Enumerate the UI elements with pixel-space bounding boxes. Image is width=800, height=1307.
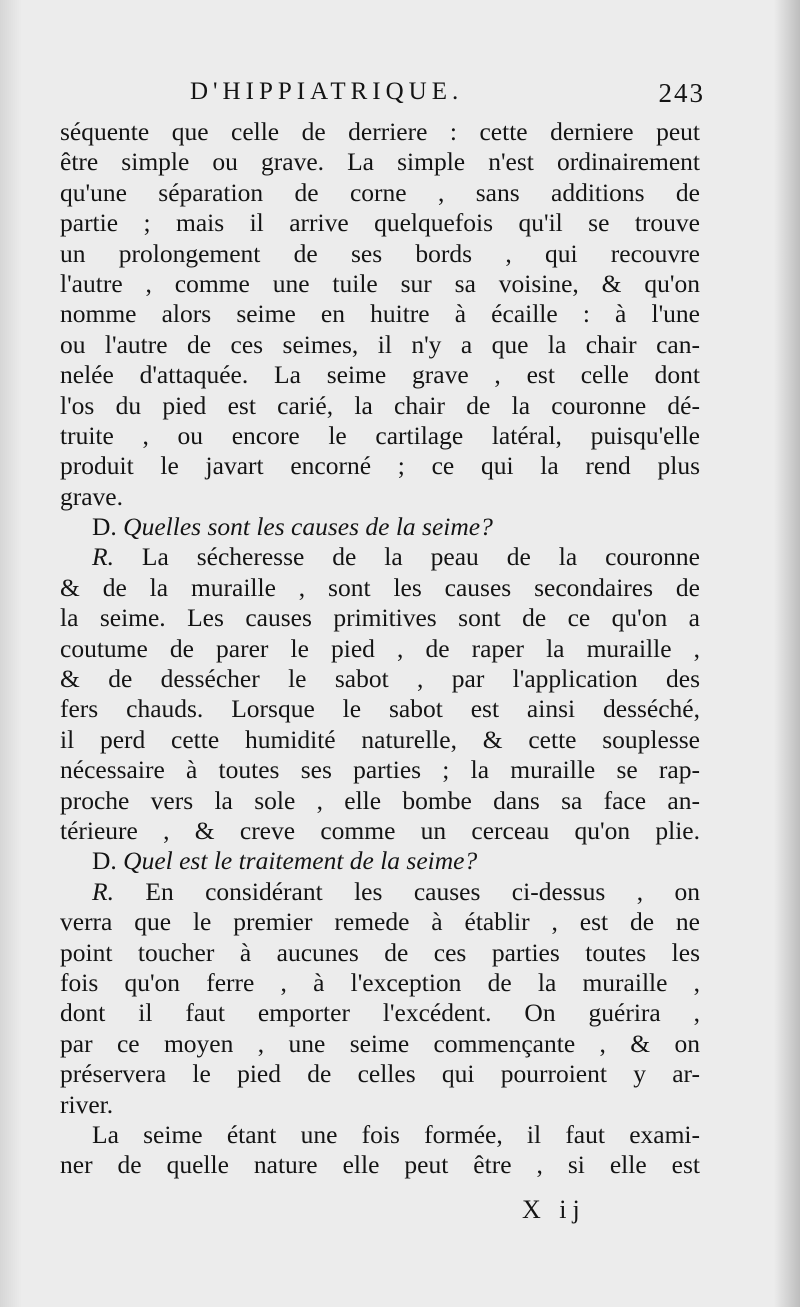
text-line xyxy=(60,239,700,269)
text-run: ner de quelle nature elle peut être , si elle est xyxy=(60,1150,700,1180)
text-run: térieure , & creve comme un cerceau qu'on plie. xyxy=(60,815,700,845)
text-run: grave. xyxy=(60,481,124,511)
text-line xyxy=(60,877,700,907)
text-run: nelée d'attaquée. La seime grave , est celle dont xyxy=(60,360,700,390)
text-run: D. xyxy=(92,512,124,542)
text-run: proche vers la sole , elle bombe dans sa face an- xyxy=(60,785,700,815)
text-line xyxy=(60,147,700,177)
text-run: river. xyxy=(60,1089,114,1119)
text-run: un prolongement de ses bords , qui recouvre xyxy=(60,238,700,268)
text-run: fers chauds. Lorsque le sabot est ainsi desséché, xyxy=(60,694,700,724)
text-line xyxy=(60,694,700,724)
text-line xyxy=(60,117,700,147)
text-line xyxy=(60,451,700,481)
text-run: ou l'autre de ces seimes, il n'y a que la chair can- xyxy=(60,329,700,359)
text-run: l'os du pied est carié, la chair de la couronne dé- xyxy=(60,390,700,420)
text-line xyxy=(60,391,700,421)
italic-text: Quel est le traitement de la seime? xyxy=(123,846,478,876)
text-run: produit le javart encorné ; ce qui la rend plus xyxy=(60,451,700,481)
text-run: dont il faut emporter l'excédent. On guérira , xyxy=(60,998,700,1028)
text-run: truite , ou encore le cartilage latéral, puisqu'elle xyxy=(60,420,700,450)
text-line xyxy=(60,512,700,542)
text-line xyxy=(60,421,700,451)
text-run: l'autre , comme une tuile sur sa voisine, & qu'on xyxy=(60,268,700,298)
text-line xyxy=(60,1120,700,1150)
text-run: partie ; mais il arrive quelquefois qu'il se trouve xyxy=(60,208,700,238)
text-run: D. xyxy=(92,846,124,876)
text-run: être simple ou grave. La simple n'est ordinairement xyxy=(60,147,700,177)
text-line xyxy=(60,208,700,238)
text-run: par ce moyen , une seime commençante , & on xyxy=(60,1028,700,1058)
text-run: la seime. Les causes primitives sont de ce qu'on a xyxy=(60,603,700,633)
text-line xyxy=(60,269,700,299)
text-run: nomme alors seime en huitre à écaille : à l'une xyxy=(60,299,700,329)
text-run: qu'une séparation de corne , sans additions de xyxy=(60,177,700,207)
text-line xyxy=(60,846,700,876)
text-run: il perd cette humidité naturelle, & cette souplesse xyxy=(60,724,700,754)
text-run: La seime étant une fois formée, il faut exami- xyxy=(92,1119,700,1149)
text-line xyxy=(60,330,700,360)
text-run: & de dessécher le sabot , par l'application des xyxy=(60,664,700,694)
text-line xyxy=(60,725,700,755)
text-line xyxy=(60,664,700,694)
text-line xyxy=(60,482,700,512)
text-line xyxy=(60,603,700,633)
page-number: 243 xyxy=(658,78,705,108)
text-line xyxy=(60,907,700,937)
text-line xyxy=(60,816,700,846)
text-run: La sécheresse de la peau de la couronne xyxy=(113,542,700,572)
running-head xyxy=(190,78,705,118)
text-run: point toucher à aucunes de ces parties toutes les xyxy=(60,937,700,967)
text-line xyxy=(60,634,700,664)
text-line xyxy=(60,178,700,208)
body-text xyxy=(60,117,700,1181)
text-run: préservera le pied de celles qui pourroient y ar- xyxy=(60,1059,700,1089)
italic-text: Quelles sont les causes de la seime? xyxy=(123,512,493,542)
text-run: coutume de parer le pied , de raper la muraille , xyxy=(60,633,700,663)
text-line xyxy=(60,1029,700,1059)
text-line xyxy=(60,786,700,816)
text-line xyxy=(60,542,700,572)
text-run: & de la muraille , sont les causes secondaires de xyxy=(60,572,700,602)
text-line xyxy=(60,998,700,1028)
text-line xyxy=(60,968,700,998)
running-head-title: D'HIPPIATRIQUE. xyxy=(190,78,464,105)
signature-mark: X ij xyxy=(522,1195,586,1224)
text-line xyxy=(60,573,700,603)
text-line xyxy=(60,938,700,968)
italic-text: R. xyxy=(92,542,114,572)
text-line xyxy=(60,360,700,390)
text-run: verra que le premier remede à établir , est de ne xyxy=(60,907,700,937)
text-run: séquente que celle de derriere : cette derniere peut xyxy=(60,117,700,146)
italic-text: R. xyxy=(92,876,114,906)
text-line xyxy=(60,1090,700,1120)
text-run: nécessaire à toutes ses parties ; la muraille se rap- xyxy=(60,755,700,785)
text-line xyxy=(60,1150,700,1180)
text-line xyxy=(60,299,700,329)
text-run: En considérant les causes ci-dessus , on xyxy=(113,876,700,906)
text-run: fois qu'on ferre , à l'exception de la muraille , xyxy=(60,967,700,997)
text-line xyxy=(60,755,700,785)
text-line xyxy=(60,1059,700,1089)
